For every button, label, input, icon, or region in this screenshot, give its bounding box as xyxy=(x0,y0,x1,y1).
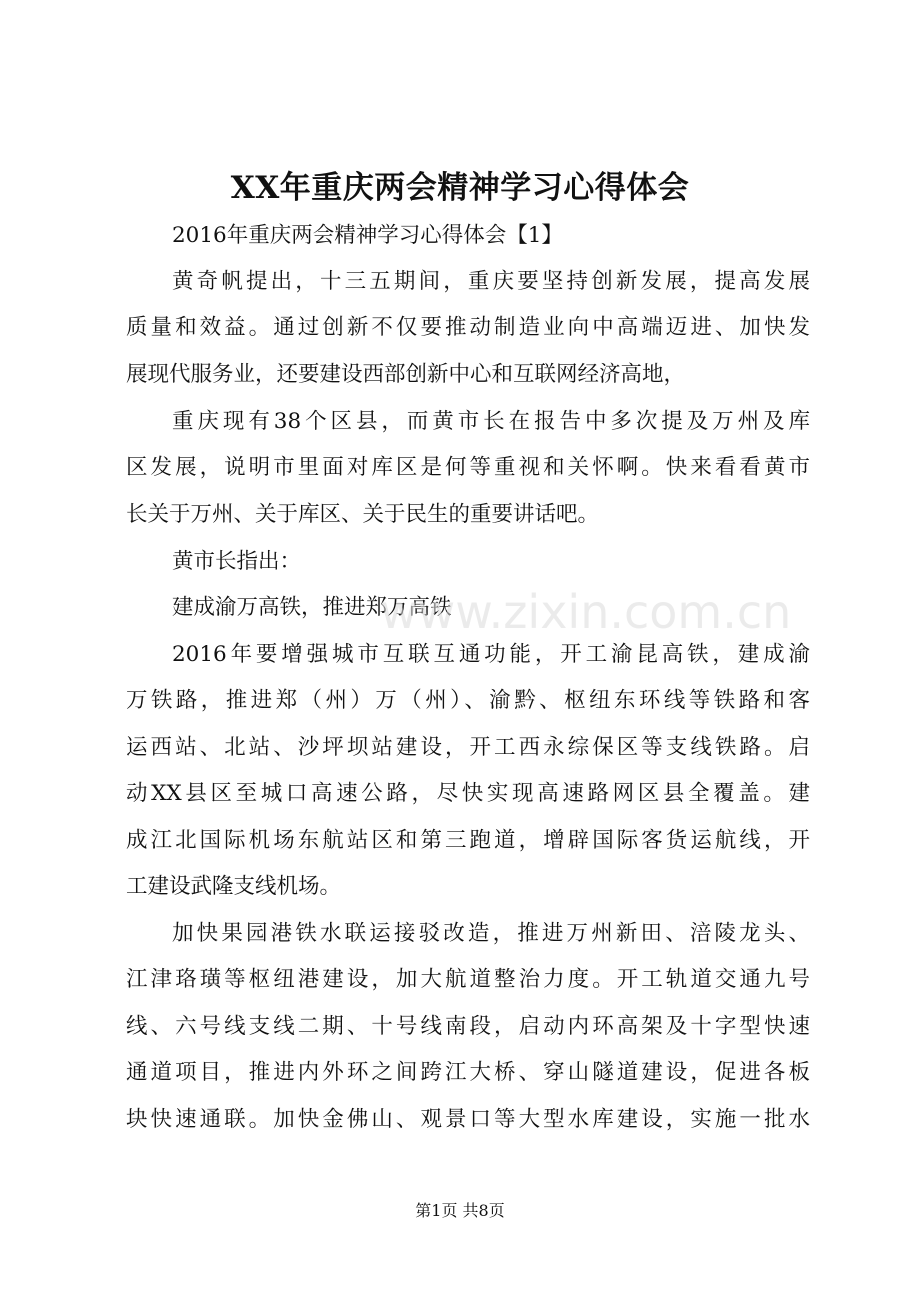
watermark: www.zixin.com.cn xyxy=(380,585,792,639)
text-line: 块快速通联。加快金佛山、观景口等大型水库建设，实施一批水 xyxy=(126,1107,810,1132)
text-line: 江津珞璜等枢纽港建设，加大航道整治力度。开工轨道交通九号 xyxy=(126,967,810,992)
text-line: 万铁路，推进郑（州）万（州）、渝黔、枢纽东环线等铁路和客 xyxy=(126,688,810,713)
page-footer: 第1页 共8页 xyxy=(415,1201,505,1220)
document-subtitle: 2016年重庆两会精神学习心得体会【1】 xyxy=(172,223,563,248)
text-line: 展现代服务业，还要建设西部创新中心和互联网经济高地， xyxy=(126,362,686,387)
text-line: 2016年要增强城市互联互通功能，开工渝昆高铁，建成渝 xyxy=(172,642,810,667)
text-line: 成江北国际机场东航站区和第三跑道，增辟国际客货运航线，开 xyxy=(126,828,810,853)
text-line: 通道项目，推进内外环之间跨江大桥、穿山隧道建设，促进各板 xyxy=(126,1060,810,1085)
page-title: XX年重庆两会精神学习心得体会 xyxy=(230,170,690,206)
text-line: 长关于万州、关于库区、关于民生的重要讲话吧。 xyxy=(126,502,600,527)
text-line: 动XX县区至城口高速公路，尽快实现高速路网区县全覆盖。建 xyxy=(126,781,810,806)
text-line: 加快果园港铁水联运接驳改造，推进万州新田、涪陵龙头、 xyxy=(172,921,810,946)
text-line: 黄奇帆提出，十三五期间，重庆要坚持创新发展，提高发展 xyxy=(172,269,810,294)
text-line: 工建设武隆支线机场。 xyxy=(126,874,342,899)
text-line: 黄市长指出： xyxy=(172,549,302,574)
text-line: 区发展，说明市里面对库区是何等重视和关怀啊。快来看看黄市 xyxy=(126,455,810,480)
text-line: 质量和效益。通过创新不仅要推动制造业向中高端迈进、加快发 xyxy=(126,315,810,340)
text-line: 线、六号线支线二期、十号线南段，启动内环高架及十字型快速 xyxy=(126,1014,810,1039)
text-line: 运西站、北站、沙坪坝站建设，开工西永综保区等支线铁路。启 xyxy=(126,735,810,760)
text-line: 建成渝万高铁，推进郑万高铁 xyxy=(172,595,452,620)
text-line: 重庆现有38个区县，而黄市长在报告中多次提及万州及库 xyxy=(172,409,810,434)
